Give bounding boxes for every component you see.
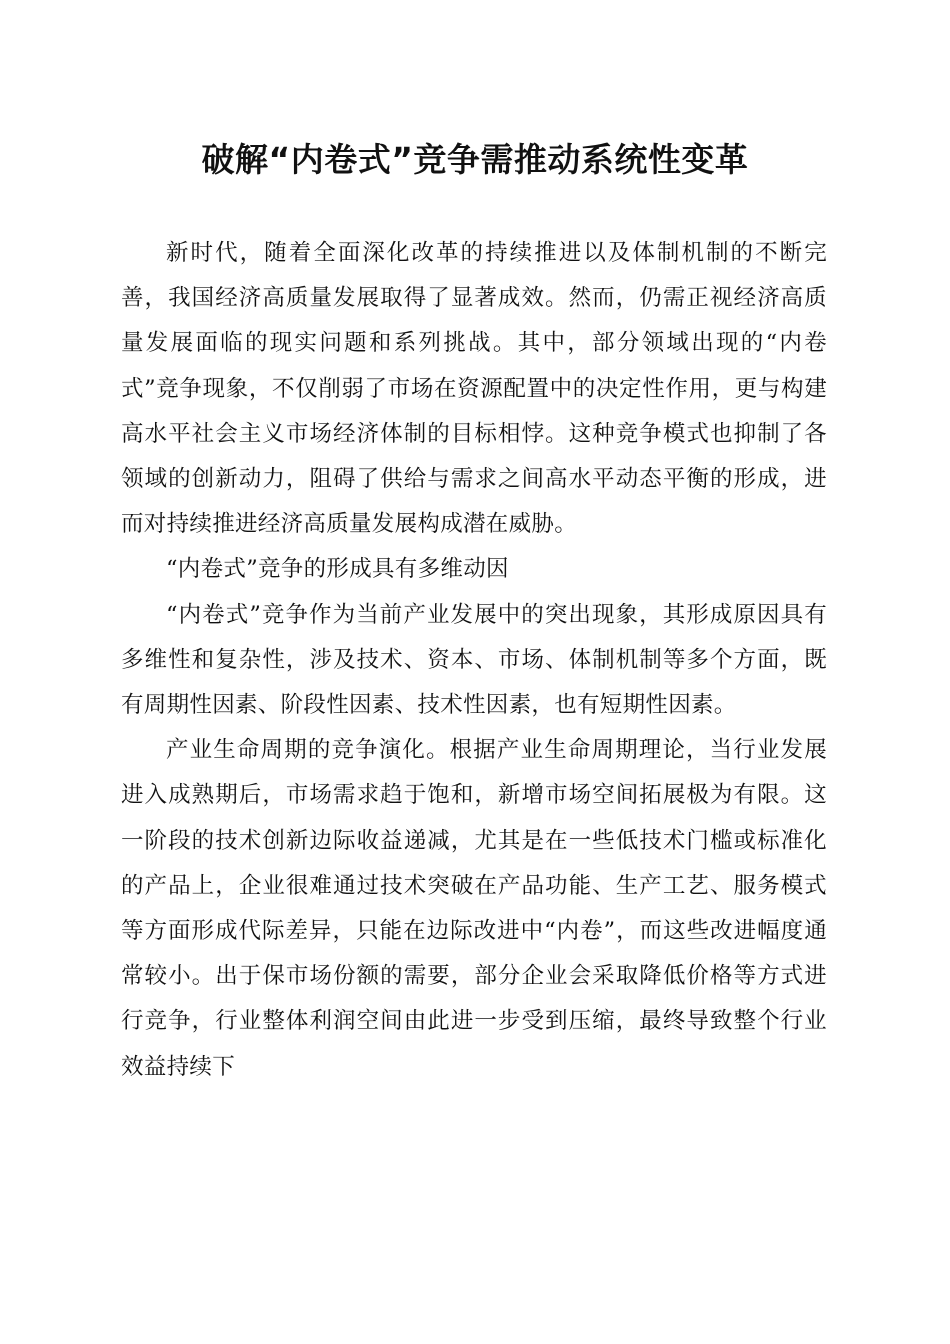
article-title: 破解“内卷式”竞争需推动系统性变革 — [201, 140, 749, 179]
paragraph-lifecycle: 产业生命周期的竞争演化。根据产业生命周期理论，当行业发展进入成熟期后，市场需求趋于饱和，新增市场空间拓展极为有限。这一阶段的技术创新边际收益递减，尤其是在一些低技术门槛或标准化的产品上，企业很难通过技术突破在产品功能、生产工艺、服务模式等方面形成代际差异，只能在边际改进中“内卷”，而这些改进幅度通常较小。出于保市场份额的需要，部分企业会采取降低价格等方式进行竞争，行业整体利润空间由此进一步受到压缩，最终导致整个行业效益持续下 — [121, 737, 827, 1080]
article-body — [121, 231, 827, 1090]
section-heading: “内卷式”竞争的形成具有多维动因 — [166, 556, 509, 583]
paragraph-causes: “内卷式”竞争作为当前产业发展中的突出现象，其形成原因具有多维性和复杂性，涉及技术、资本、市场、体制机制等多个方面，既有周期性因素、阶段性因素、技术性因素，也有短期性因素。 — [121, 601, 827, 719]
paragraph-intro: 新时代，随着全面深化改革的持续推进以及体制机制的不断完善，我国经济高质量发展取得了显著成效。然而，仍需正视经济高质量发展面临的现实问题和系列挑战。其中，部分领域出现的“内卷式”竞争现象，不仅削弱了市场在资源配置中的决定性作用，更与构建高水平社会主义市场经济体制的目标相悖。这种竞争模式也抑制了各领域的创新动力，阻碍了供给与需求之间高水平动态平衡的形成，进而对持续推进经济高质量发展构成潜在威胁。 — [121, 240, 827, 538]
